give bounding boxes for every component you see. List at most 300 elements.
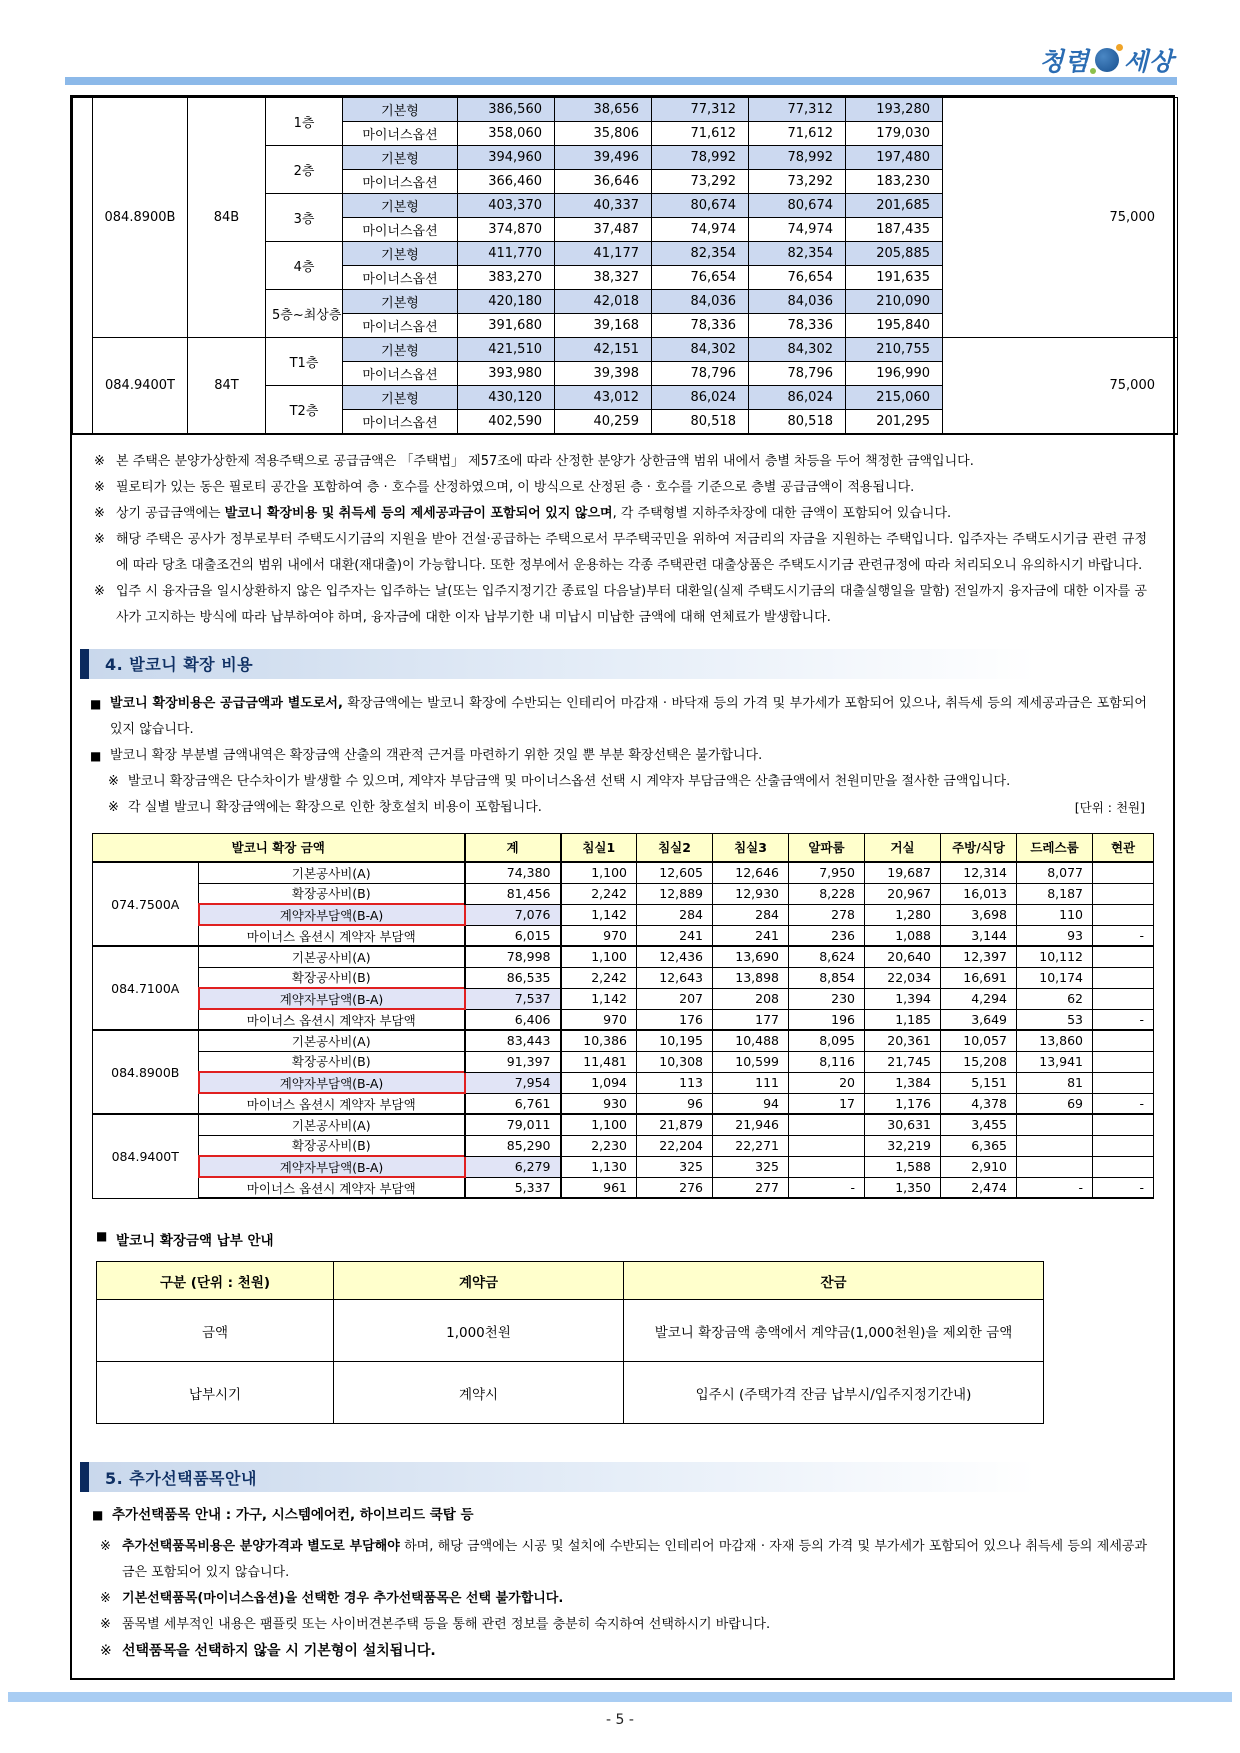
floor-cell: 1층 [266, 98, 343, 146]
balcony-header: 거실 [865, 833, 941, 862]
balcony-value-cell: 4,378 [941, 1093, 1017, 1114]
balcony-value-cell: 6,406 [465, 1009, 561, 1030]
balcony-row-label-cell: 마이너스 옵션시 계약자 부담액 [199, 1009, 465, 1030]
price-value-cell: 78,796 [652, 362, 749, 386]
balcony-value-cell: 20,967 [865, 883, 941, 904]
price-value-cell: 80,518 [652, 410, 749, 434]
floor-cell: 2층 [266, 146, 343, 194]
balcony-value-cell: 6,365 [941, 1135, 1017, 1156]
payment-cell: 1,000천원 [334, 1300, 624, 1362]
balcony-value-cell [789, 1114, 865, 1135]
balcony-value-cell: 79,011 [465, 1114, 561, 1135]
price-value-cell: 420,180 [458, 290, 555, 314]
balcony-value-cell: 8,095 [789, 1030, 865, 1051]
balcony-value-cell: 8,854 [789, 967, 865, 988]
payment-header: 잔금 [624, 1262, 1044, 1300]
balcony-header: 침실1 [561, 833, 637, 862]
balcony-value-cell: 91,397 [465, 1051, 561, 1072]
option-cell: 기본형 [343, 338, 458, 362]
balcony-row-label-cell: 기본공사비(A) [199, 946, 465, 967]
section4-title: 4. 발코니 확장 비용 [105, 655, 254, 674]
price-value-cell: 205,885 [846, 242, 943, 266]
balcony-row-label-cell: 확장공사비(B) [199, 1135, 465, 1156]
note-marker: ※ [94, 531, 105, 547]
balcony-value-cell: 69 [1017, 1093, 1093, 1114]
price-value-cell: 403,370 [458, 194, 555, 218]
balcony-value-cell: 32,219 [865, 1135, 941, 1156]
price-value-cell: 39,398 [555, 362, 652, 386]
supply-notes [72, 435, 1173, 637]
balcony-value-cell: 10,195 [637, 1030, 713, 1051]
balcony-value-cell: 78,998 [465, 946, 561, 967]
balcony-value-cell: 12,436 [637, 946, 713, 967]
price-value-cell: 201,685 [846, 194, 943, 218]
option-cell: 기본형 [343, 242, 458, 266]
price-value-cell: 215,060 [846, 386, 943, 410]
balcony-value-cell: 12,643 [637, 967, 713, 988]
subnote-text: 각 실별 발코니 확장금액에는 확장으로 인한 창호설치 비용이 포함됩니다. [128, 799, 542, 815]
balcony-value-cell [1093, 1051, 1154, 1072]
price-value-cell: 84,036 [652, 290, 749, 314]
balcony-value-cell: - [1093, 925, 1154, 946]
section5-title: 5. 추가선택품목안내 [105, 1468, 257, 1488]
payment-table [96, 1261, 1044, 1424]
price-value-cell: 38,656 [555, 98, 652, 122]
balcony-value-cell: 207 [637, 988, 713, 1009]
balcony-value-cell: 2,910 [941, 1156, 1017, 1177]
balcony-row [93, 988, 1154, 1009]
balcony-row [93, 1009, 1154, 1030]
payment-cell: 금액 [97, 1300, 334, 1362]
price-value-cell: 386,560 [458, 98, 555, 122]
balcony-value-cell: 12,314 [941, 862, 1017, 883]
note-text: 품목별 세부적인 내용은 팸플릿 또는 사이버견본주택 등을 통해 관련 정보를 충분히 숙지하여 선택하시기 바랍니다. [122, 1617, 771, 1632]
balcony-row-label-cell: 확장공사비(B) [199, 1051, 465, 1072]
balcony-row-label-cell: 계약자부담액(B-A) [199, 904, 465, 925]
balcony-value-cell: 12,889 [637, 883, 713, 904]
logo-text-left: 청렴 [1039, 47, 1090, 76]
balcony-row [93, 967, 1154, 988]
price-value-cell: 191,635 [846, 266, 943, 290]
payment-cell: 발코니 확장금액 총액에서 계약금(1,000천원)을 제외한 금액 [624, 1300, 1044, 1362]
balcony-value-cell: 196 [789, 1009, 865, 1030]
balcony-row-label-cell: 기본공사비(A) [199, 862, 465, 883]
option-cell: 마이너스옵션 [343, 314, 458, 338]
note-text: 상기 공급금액에는 [116, 505, 225, 521]
balcony-row-label-cell: 계약자부담액(B-A) [199, 1072, 465, 1093]
balcony-value-cell: 10,057 [941, 1030, 1017, 1051]
price-value-cell: 74,974 [652, 218, 749, 242]
price-value-cell: 210,090 [846, 290, 943, 314]
bullet-text: 확장금액에는 발코니 확장에 수반되는 인테리어 마감재 · 바닥재 등의 가격 및 부가세가 포함되어 있으나, 취득세 등의 제세공과금은 포함되어 있지 않습니다. [110, 695, 1147, 737]
note-marker: ※ [94, 479, 105, 495]
balcony-row [93, 1156, 1154, 1177]
balcony-row-label-cell: 확장공사비(B) [199, 967, 465, 988]
balcony-value-cell: 111 [713, 1072, 789, 1093]
balcony-value-cell: 6,015 [465, 925, 561, 946]
balcony-value-cell: - [789, 1177, 865, 1198]
balcony-value-cell [1093, 1072, 1154, 1093]
balcony-value-cell: 278 [789, 904, 865, 925]
subnote-text: 발코니 확장금액은 단수차이가 발생할 수 있으며, 계약자 부담금액 및 마이너스옵션 선택 시 계약자 부담금액은 산출금액에서 천원미만을 절사한 금액입니다. [128, 773, 1011, 789]
square-bullet-icon: ■ [90, 696, 102, 711]
price-value-cell: 193,280 [846, 98, 943, 122]
balcony-value-cell: - [1093, 1009, 1154, 1030]
balcony-row [93, 1030, 1154, 1051]
balcony-value-cell: 4,294 [941, 988, 1017, 1009]
price-value-cell: 40,337 [555, 194, 652, 218]
price-value-cell: 421,510 [458, 338, 555, 362]
price-value-cell: 39,496 [555, 146, 652, 170]
balcony-value-cell [1093, 862, 1154, 883]
balcony-value-cell: 2,474 [941, 1177, 1017, 1198]
option-cell: 기본형 [343, 194, 458, 218]
balcony-value-cell: 5,337 [465, 1177, 561, 1198]
payment-header: 계약금 [334, 1262, 624, 1300]
balcony-value-cell: 3,144 [941, 925, 1017, 946]
price-value-cell: 84,302 [652, 338, 749, 362]
balcony-value-cell: 74,380 [465, 862, 561, 883]
balcony-header: 침실2 [637, 833, 713, 862]
price-value-cell: 40,259 [555, 410, 652, 434]
balcony-value-cell: 284 [713, 904, 789, 925]
price-value-cell: 73,292 [749, 170, 846, 194]
note-text: 필로티가 있는 동은 필로티 공간을 포함하여 층 · 호수를 산정하였으며, 이 방식으로 산정된 층 · 호수를 기준으로 층별 공급금액이 적용됩니다. [116, 479, 915, 495]
balcony-value-cell: 13,941 [1017, 1051, 1093, 1072]
balcony-row [93, 1072, 1154, 1093]
balcony-value-cell [1017, 1114, 1093, 1135]
note-text: 입주 시 융자금을 일시상환하지 않은 입주자는 입주하는 날(또는 입주지정기간 종료일 다음날)부터 대환일(실제 주택도시기금의 대출실행일을 말함) 전일까지 융자금에 대한 이자를 공사가 고지하는 방식에 따라 납부하여야 하며, 융자금에 대한 이자 납부기한 내 미납시 미납한 금액에 대해 연체료가 발생합니다. [116, 583, 1147, 625]
balcony-value-cell: 86,535 [465, 967, 561, 988]
floor-cell: T2층 [266, 386, 343, 434]
balcony-value-cell: 94 [713, 1093, 789, 1114]
price-value-cell: 179,030 [846, 122, 943, 146]
balcony-value-cell: 970 [561, 925, 637, 946]
payment-cell: 입주시 (주택가격 잔금 납부시/입주지정기간내) [624, 1362, 1044, 1424]
note-text-bold: 추가선택품목비용은 분양가격과 별도로 부담해야 [122, 1539, 400, 1554]
price-value-cell: 77,312 [652, 98, 749, 122]
section5-header [80, 1462, 1165, 1492]
payment-header: 구분 (단위 : 천원) [97, 1262, 334, 1300]
balcony-value-cell: 284 [637, 904, 713, 925]
balcony-value-cell: 7,954 [465, 1072, 561, 1093]
price-value-cell: 43,012 [555, 386, 652, 410]
balcony-value-cell: 2,230 [561, 1135, 637, 1156]
floor-cell: 5층~최상층 [266, 290, 343, 338]
option-cell: 마이너스옵션 [343, 122, 458, 146]
price-value-cell: 210,755 [846, 338, 943, 362]
balcony-type-code-cell: 084.9400T [93, 1114, 199, 1198]
balcony-value-cell: 236 [789, 925, 865, 946]
floor-cell: T1층 [266, 338, 343, 386]
balcony-header: 주방/식당 [941, 833, 1017, 862]
balcony-value-cell: 1,130 [561, 1156, 637, 1177]
balcony-value-cell: 1,394 [865, 988, 941, 1009]
balcony-value-cell: 22,271 [713, 1135, 789, 1156]
option-item-note [100, 1534, 1147, 1586]
price-value-cell: 41,177 [555, 242, 652, 266]
balcony-row [93, 883, 1154, 904]
balcony-value-cell: 1,100 [561, 1114, 637, 1135]
price-value-cell: 71,612 [749, 122, 846, 146]
section5-bullet [92, 1502, 1147, 1528]
price-value-cell: 374,870 [458, 218, 555, 242]
option-cell: 마이너스옵션 [343, 410, 458, 434]
price-value-cell: 366,460 [458, 170, 555, 194]
price-value-cell: 73,292 [652, 170, 749, 194]
note-text-bold: 기본선택품목(마이너스옵션)을 선택한 경우 추가선택품목은 선택 불가합니다. [122, 1591, 564, 1606]
price-value-cell: 78,796 [749, 362, 846, 386]
price-value-cell: 187,435 [846, 218, 943, 242]
balcony-value-cell: 241 [713, 925, 789, 946]
price-row [73, 98, 1178, 122]
price-value-cell: 42,151 [555, 338, 652, 362]
supply-note [94, 449, 1147, 475]
price-value-cell: 37,487 [555, 218, 652, 242]
balcony-type-code-cell: 084.8900B [93, 1030, 199, 1114]
balcony-value-cell: 20 [789, 1072, 865, 1093]
unit-type-code-cell: 084.9400T [93, 338, 188, 434]
option-cell: 기본형 [343, 146, 458, 170]
balcony-header-total: 계 [465, 833, 561, 862]
balcony-value-cell: 15,208 [941, 1051, 1017, 1072]
balcony-row [93, 1093, 1154, 1114]
balcony-value-cell: 21,879 [637, 1114, 713, 1135]
note-marker: ※ [100, 1643, 112, 1659]
balcony-value-cell: 10,112 [1017, 946, 1093, 967]
balcony-value-cell: 19,687 [865, 862, 941, 883]
price-value-cell: 42,018 [555, 290, 652, 314]
balcony-table [92, 833, 1154, 1200]
balcony-value-cell: 1,176 [865, 1093, 941, 1114]
price-table [72, 97, 1178, 435]
balcony-value-cell: 930 [561, 1093, 637, 1114]
price-value-cell: 80,518 [749, 410, 846, 434]
price-value-cell: 358,060 [458, 122, 555, 146]
price-value-cell: 80,674 [749, 194, 846, 218]
balcony-value-cell: 325 [713, 1156, 789, 1177]
balcony-cost-bullet [90, 691, 1147, 743]
option-cell: 기본형 [343, 98, 458, 122]
balcony-row [93, 904, 1154, 925]
balcony-value-cell: 8,228 [789, 883, 865, 904]
price-value-cell: 78,336 [652, 314, 749, 338]
balcony-value-cell: 93 [1017, 925, 1093, 946]
price-value-cell: 74,974 [749, 218, 846, 242]
price-value-cell: 36,646 [555, 170, 652, 194]
balcony-value-cell [789, 1135, 865, 1156]
note-text: 해당 주택은 공사가 정부로부터 주택도시기금의 지원을 받아 건설·공급하는 주택으로서 무주택국민을 위하여 저금리의 자금을 지원하는 주택입니다. 입주자는 주택도시기금 관련 규정에 따라 당초 대출조건의 범위 내에서 대환(재대출)이 가능합니다. 또한 정부에서 운용하는 각종 주택관련 대출상품은 주택도시기금 관련규정에 따라 처리되오니 유의하시기 바랍니다. [116, 531, 1147, 573]
price-value-cell: 197,480 [846, 146, 943, 170]
note-text: , 각 주택형별 지하주차장에 대한 금액이 포함되어 있습니다. [612, 505, 952, 521]
balcony-value-cell: 81,456 [465, 883, 561, 904]
price-row [73, 338, 1178, 362]
note-text: 본 주택은 분양가상한제 적용주택으로 공급금액은 「주택법」 제57조에 따라 산정한 분양가 상한금액 범위 내에서 층별 차등을 두어 책정한 금액입니다. [116, 453, 974, 469]
balcony-value-cell: 208 [713, 988, 789, 1009]
balcony-value-cell: 1,350 [865, 1177, 941, 1198]
balcony-value-cell: 81 [1017, 1072, 1093, 1093]
balcony-value-cell: 30,631 [865, 1114, 941, 1135]
footer-divider-bar [8, 1692, 1232, 1702]
balcony-value-cell: 970 [561, 1009, 637, 1030]
balcony-value-cell: 20,640 [865, 946, 941, 967]
balcony-value-cell [1093, 1135, 1154, 1156]
price-value-cell: 77,312 [749, 98, 846, 122]
balcony-value-cell: 10,308 [637, 1051, 713, 1072]
balcony-subnote-1 [90, 769, 1147, 795]
parking-amount-cell: 75,000 [943, 338, 1178, 434]
balcony-value-cell: 7,950 [789, 862, 865, 883]
balcony-row-label-cell: 기본공사비(A) [199, 1030, 465, 1051]
option-cell: 마이너스옵션 [343, 218, 458, 242]
section4-header [80, 649, 1165, 679]
price-value-cell: 394,960 [458, 146, 555, 170]
balcony-detail-bullet [90, 743, 1147, 769]
price-value-cell: 383,270 [458, 266, 555, 290]
balcony-value-cell: 6,279 [465, 1156, 561, 1177]
balcony-value-cell: 1,094 [561, 1072, 637, 1093]
payment-row [97, 1362, 1044, 1424]
spacer-cell [73, 98, 93, 434]
balcony-value-cell: - [1093, 1177, 1154, 1198]
balcony-value-cell [1017, 1135, 1093, 1156]
price-value-cell: 86,024 [652, 386, 749, 410]
unit-label: [단위 : 천원] [1074, 799, 1145, 815]
balcony-value-cell: 325 [637, 1156, 713, 1177]
balcony-value-cell: 16,691 [941, 967, 1017, 988]
note-marker: ※ [108, 799, 119, 815]
supply-note [94, 501, 1147, 527]
balcony-value-cell: 241 [637, 925, 713, 946]
balcony-row-label-cell: 계약자부담액(B-A) [199, 988, 465, 1009]
balcony-header: 드레스룸 [1017, 833, 1093, 862]
supply-note [94, 579, 1147, 631]
content-frame [70, 95, 1175, 1680]
balcony-value-cell: 22,034 [865, 967, 941, 988]
balcony-value-cell: 62 [1017, 988, 1093, 1009]
note-text-bold: 발코니 확장비용 및 취득세 등의 제세공과금이 포함되어 있지 않으며 [224, 505, 613, 521]
price-value-cell: 39,168 [555, 314, 652, 338]
balcony-value-cell: 12,397 [941, 946, 1017, 967]
payment-cell: 계약시 [334, 1362, 624, 1424]
balcony-value-cell [1093, 1156, 1154, 1177]
balcony-value-cell: 1,384 [865, 1072, 941, 1093]
balcony-value-cell: 53 [1017, 1009, 1093, 1030]
price-value-cell: 78,992 [749, 146, 846, 170]
balcony-value-cell: 277 [713, 1177, 789, 1198]
payment-header-row [97, 1262, 1044, 1300]
balcony-type-code-cell: 084.7100A [93, 946, 199, 1030]
price-value-cell: 76,654 [749, 266, 846, 290]
balcony-value-cell [1093, 967, 1154, 988]
square-bullet-icon: ■ [92, 1508, 104, 1522]
note-text-bold: 선택품목을 선택하지 않을 시 기본형이 설치됩니다. [122, 1643, 436, 1659]
balcony-value-cell [1093, 883, 1154, 904]
option-cell: 기본형 [343, 386, 458, 410]
balcony-subnote-2 [90, 795, 1147, 821]
balcony-row [93, 1135, 1154, 1156]
balcony-value-cell: 21,946 [713, 1114, 789, 1135]
price-value-cell: 393,980 [458, 362, 555, 386]
unit-type-cell: 84T [188, 338, 266, 434]
balcony-value-cell: 21,745 [865, 1051, 941, 1072]
balcony-value-cell: 230 [789, 988, 865, 1009]
option-cell: 기본형 [343, 290, 458, 314]
balcony-value-cell: 85,290 [465, 1135, 561, 1156]
balcony-row [93, 1114, 1154, 1135]
option-cell: 마이너스옵션 [343, 362, 458, 386]
balcony-value-cell: 96 [637, 1093, 713, 1114]
balcony-value-cell [1093, 1030, 1154, 1051]
balcony-value-cell: 176 [637, 1009, 713, 1030]
payment-row [97, 1300, 1044, 1362]
note-marker: ※ [94, 583, 105, 599]
option-cell: 마이너스옵션 [343, 170, 458, 194]
payment-heading-text: 발코니 확장금액 납부 안내 [116, 1233, 274, 1249]
note-marker: ※ [94, 505, 105, 521]
balcony-value-cell [1093, 946, 1154, 967]
bullet-text: 발코니 확장 부분별 금액내역은 확장금액 산출의 객관적 근거를 마련하기 위한 것일 뿐 부분 확장선택은 불가합니다. [110, 747, 763, 763]
note-marker: ※ [100, 1617, 111, 1632]
page-number: - 5 - [606, 1712, 634, 1728]
balcony-value-cell: 2,242 [561, 967, 637, 988]
balcony-value-cell: 1,185 [865, 1009, 941, 1030]
section4-bullets [72, 689, 1173, 827]
price-value-cell: 78,992 [652, 146, 749, 170]
floor-cell: 3층 [266, 194, 343, 242]
balcony-row-label-cell: 마이너스 옵션시 계약자 부담액 [199, 1093, 465, 1114]
balcony-value-cell: 2,242 [561, 883, 637, 904]
balcony-row-label-cell: 마이너스 옵션시 계약자 부담액 [199, 925, 465, 946]
balcony-value-cell: 1,088 [865, 925, 941, 946]
balcony-value-cell: 10,174 [1017, 967, 1093, 988]
square-bullet-icon: ■ [96, 1229, 108, 1243]
balcony-value-cell: 83,443 [465, 1030, 561, 1051]
balcony-value-cell: - [1017, 1177, 1093, 1198]
balcony-value-cell: 10,386 [561, 1030, 637, 1051]
price-value-cell: 195,840 [846, 314, 943, 338]
balcony-type-code-cell: 074.7500A [93, 862, 199, 946]
balcony-value-cell: 1,588 [865, 1156, 941, 1177]
balcony-value-cell: 8,116 [789, 1051, 865, 1072]
balcony-value-cell: 8,624 [789, 946, 865, 967]
balcony-header-row [93, 833, 1154, 862]
balcony-row-label-cell: 마이너스 옵션시 계약자 부담액 [199, 1177, 465, 1198]
balcony-value-cell: 17 [789, 1093, 865, 1114]
balcony-value-cell: 3,455 [941, 1114, 1017, 1135]
balcony-value-cell: 12,930 [713, 883, 789, 904]
price-value-cell: 402,590 [458, 410, 555, 434]
price-value-cell: 76,654 [652, 266, 749, 290]
header-divider-bar [65, 77, 1177, 85]
balcony-value-cell: 8,187 [1017, 883, 1093, 904]
balcony-value-cell: 7,076 [465, 904, 561, 925]
price-value-cell: 391,680 [458, 314, 555, 338]
unit-type-cell: 84B [188, 98, 266, 338]
payment-heading [96, 1229, 1173, 1249]
balcony-value-cell: 5,151 [941, 1072, 1017, 1093]
balcony-value-cell: 10,599 [713, 1051, 789, 1072]
balcony-row-label-cell: 확장공사비(B) [199, 883, 465, 904]
balcony-value-cell: 1,142 [561, 988, 637, 1009]
section5-notes [72, 1534, 1173, 1668]
price-value-cell: 38,327 [555, 266, 652, 290]
section5-bullet-text: 추가선택품목 안내 : 가구, 시스템에어컨, 하이브리드 쿡탑 등 [112, 1507, 474, 1523]
note-marker: ※ [94, 453, 105, 469]
balcony-value-cell: 1,142 [561, 904, 637, 925]
price-value-cell: 84,302 [749, 338, 846, 362]
balcony-value-cell [1093, 1114, 1154, 1135]
